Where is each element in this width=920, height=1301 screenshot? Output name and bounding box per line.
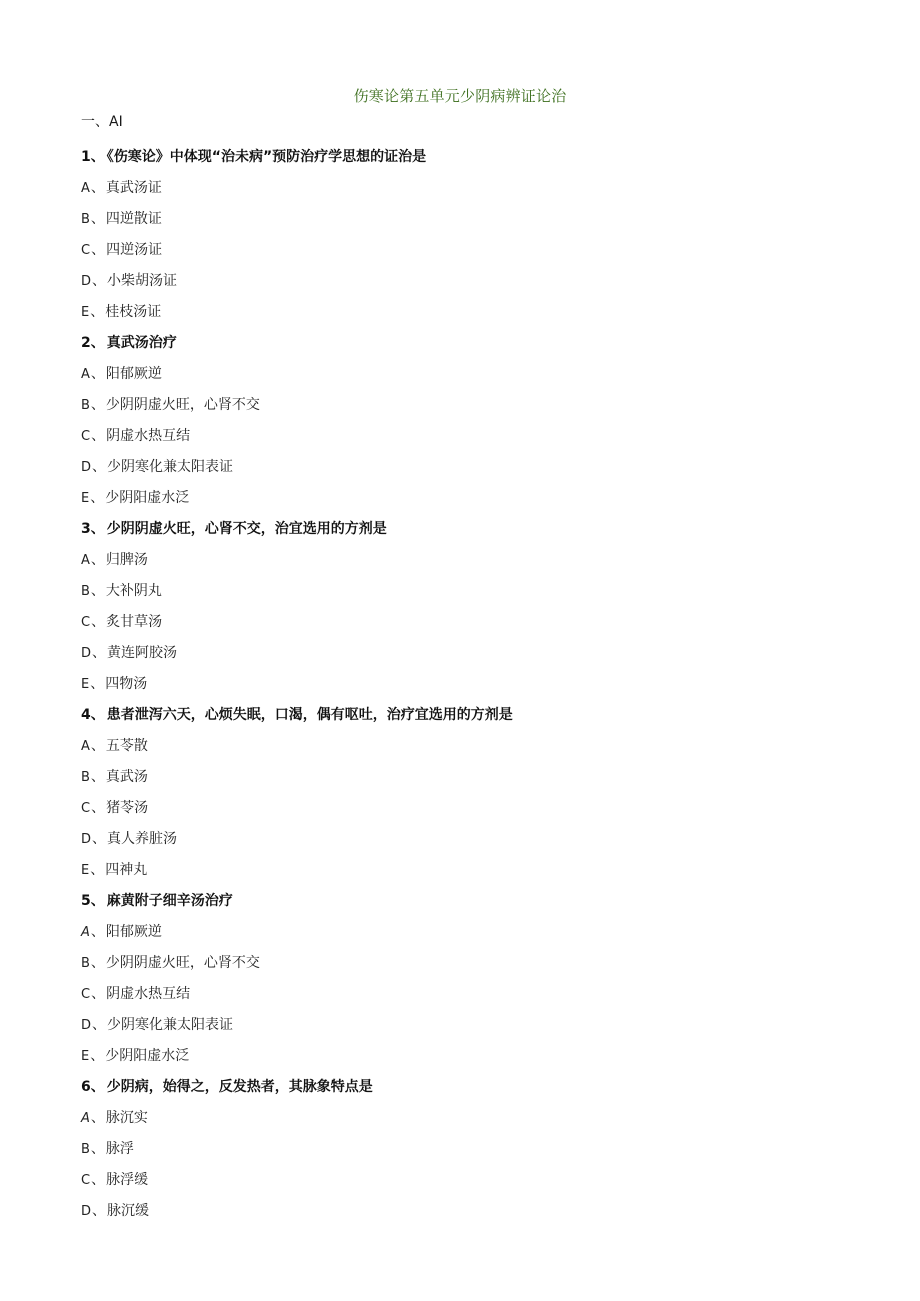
option-letter: A — [81, 1111, 90, 1126]
option-letter: D — [81, 1204, 92, 1219]
option-separator: 、 — [90, 769, 105, 785]
question-block — [81, 145, 861, 331]
question-stem — [81, 703, 861, 734]
option-separator: 、 — [92, 1017, 107, 1033]
option-letter: C — [81, 987, 91, 1002]
option-letter: C — [81, 243, 91, 258]
answer-option — [81, 1199, 861, 1230]
question-number: 2、 — [81, 335, 105, 351]
question-block — [81, 703, 861, 889]
option-text: 脉沉缓 — [107, 1203, 150, 1219]
question-text: 麻黄附子细辛汤治疗 — [106, 893, 233, 909]
answer-option — [81, 176, 861, 207]
option-text: 少阴阳虚水泛 — [105, 490, 190, 506]
option-text: 桂枝汤证 — [105, 304, 162, 320]
option-separator: 、 — [90, 1048, 105, 1064]
answer-option — [81, 455, 861, 486]
option-letter: A — [81, 553, 90, 568]
option-letter: E — [81, 863, 90, 878]
option-separator: 、 — [90, 862, 105, 878]
document-title: 伤寒论第五单元少阴病辨证论治 — [353, 87, 567, 105]
option-letter: B — [81, 956, 90, 971]
answer-option — [81, 982, 861, 1013]
option-letter: D — [81, 832, 92, 847]
option-text: 少阴阴虚火旺，心肾不交 — [105, 955, 260, 971]
question-stem — [81, 331, 861, 362]
answer-option — [81, 1106, 861, 1137]
option-text: 阴虚水热互结 — [106, 428, 191, 444]
option-text: 归脾汤 — [105, 552, 148, 568]
answer-option — [81, 579, 861, 610]
question-block — [81, 889, 861, 1075]
option-text: 猪苓汤 — [106, 800, 149, 816]
option-text: 少阴寒化兼太阳表证 — [107, 459, 234, 475]
answer-option — [81, 796, 861, 827]
option-text: 真人养脏汤 — [107, 831, 178, 847]
question-number: 5、 — [81, 893, 105, 909]
question-number: 4、 — [81, 707, 105, 723]
answer-option — [81, 672, 861, 703]
option-separator: 、 — [90, 1141, 105, 1157]
question-list — [81, 145, 861, 1230]
option-separator: 、 — [90, 397, 105, 413]
option-separator: 、 — [90, 490, 105, 506]
question-block — [81, 517, 861, 703]
option-letter: E — [81, 491, 90, 506]
question-text: 《伤寒论》中体现“治未病”预防治疗学思想的证治是 — [106, 149, 427, 165]
question-text: 真武汤治疗 — [106, 335, 177, 351]
option-letter: C — [81, 429, 91, 444]
option-separator: 、 — [92, 831, 107, 847]
answer-option — [81, 1137, 861, 1168]
answer-option — [81, 827, 861, 858]
option-separator: 、 — [91, 1172, 106, 1188]
option-letter: B — [81, 770, 90, 785]
option-separator: 、 — [90, 304, 105, 320]
option-letter: E — [81, 305, 90, 320]
option-text: 四物汤 — [105, 676, 148, 692]
option-text: 五苓散 — [105, 738, 148, 754]
answer-option — [81, 548, 861, 579]
option-text: 黄连阿胶汤 — [107, 645, 178, 661]
option-text: 脉浮 — [105, 1141, 134, 1157]
option-letter: B — [81, 1142, 90, 1157]
option-text: 脉沉实 — [105, 1110, 148, 1126]
question-block — [81, 1075, 861, 1230]
option-letter: D — [81, 1018, 92, 1033]
option-separator: 、 — [90, 366, 105, 382]
option-letter: C — [81, 801, 91, 816]
option-separator: 、 — [90, 1110, 105, 1126]
option-separator: 、 — [90, 583, 105, 599]
option-text: 小柴胡汤证 — [107, 273, 178, 289]
option-separator: 、 — [91, 242, 106, 258]
answer-option — [81, 1013, 861, 1044]
option-separator: 、 — [91, 800, 106, 816]
option-text: 炙甘草汤 — [106, 614, 163, 630]
option-text: 阴虚水热互结 — [106, 986, 191, 1002]
option-separator: 、 — [92, 1203, 107, 1219]
option-text: 少阴阳虚水泛 — [105, 1048, 190, 1064]
question-stem — [81, 1075, 861, 1106]
option-separator: 、 — [90, 738, 105, 754]
option-letter: A — [81, 181, 90, 196]
answer-option — [81, 858, 861, 889]
option-separator: 、 — [92, 459, 107, 475]
option-text: 四逆散证 — [105, 211, 162, 227]
answer-option — [81, 765, 861, 796]
option-letter: D — [81, 646, 92, 661]
question-block — [81, 331, 861, 517]
option-text: 脉浮缓 — [106, 1172, 149, 1188]
option-text: 四神丸 — [105, 862, 148, 878]
option-separator: 、 — [90, 211, 105, 227]
option-separator: 、 — [90, 955, 105, 971]
answer-option — [81, 1168, 861, 1199]
option-separator: 、 — [90, 180, 105, 196]
answer-option — [81, 920, 861, 951]
option-separator: 、 — [91, 614, 106, 630]
option-letter: B — [81, 212, 90, 227]
answer-option — [81, 951, 861, 982]
question-text: 少阴阴虚火旺，心肾不交，治宜选用的方剂是 — [106, 521, 387, 537]
question-number: 1、 — [81, 149, 105, 165]
option-text: 少阴阴虚火旺，心肾不交 — [105, 397, 260, 413]
option-letter: A — [81, 925, 90, 940]
option-text: 四逆汤证 — [106, 242, 163, 258]
option-letter: A — [81, 367, 90, 382]
question-stem — [81, 145, 861, 176]
question-number: 3、 — [81, 521, 105, 537]
option-letter: E — [81, 1049, 90, 1064]
answer-option — [81, 362, 861, 393]
option-text: 大补阴丸 — [105, 583, 162, 599]
option-separator: 、 — [90, 552, 105, 568]
option-letter: C — [81, 615, 91, 630]
answer-option — [81, 300, 861, 331]
option-separator: 、 — [90, 676, 105, 692]
option-letter: A — [81, 739, 90, 754]
option-letter: D — [81, 274, 92, 289]
option-letter: E — [81, 677, 90, 692]
answer-option — [81, 610, 861, 641]
section-heading: 一、AI — [81, 114, 123, 130]
answer-option — [81, 486, 861, 517]
question-text: 患者泄泻六天，心烦失眠，口渴，偶有呕吐，治疗宜选用的方剂是 — [106, 707, 513, 723]
question-stem — [81, 889, 861, 920]
option-letter: D — [81, 460, 92, 475]
option-text: 真武汤 — [105, 769, 148, 785]
option-separator: 、 — [92, 273, 107, 289]
answer-option — [81, 1044, 861, 1075]
question-number: 6、 — [81, 1079, 105, 1095]
answer-option — [81, 424, 861, 455]
option-letter: C — [81, 1173, 91, 1188]
option-separator: 、 — [90, 924, 105, 940]
question-stem — [81, 517, 861, 548]
option-separator: 、 — [91, 428, 106, 444]
answer-option — [81, 207, 861, 238]
option-text: 真武汤证 — [105, 180, 162, 196]
answer-option — [81, 734, 861, 765]
answer-option — [81, 269, 861, 300]
answer-option — [81, 641, 861, 672]
answer-option — [81, 393, 861, 424]
option-letter: B — [81, 584, 90, 599]
answer-option — [81, 238, 861, 269]
option-text: 阳郁厥逆 — [105, 924, 162, 940]
option-text: 少阴寒化兼太阳表证 — [107, 1017, 234, 1033]
option-text: 阳郁厥逆 — [105, 366, 162, 382]
option-separator: 、 — [92, 645, 107, 661]
option-separator: 、 — [91, 986, 106, 1002]
question-text: 少阴病，始得之，反发热者，其脉象特点是 — [106, 1079, 373, 1095]
option-letter: B — [81, 398, 90, 413]
